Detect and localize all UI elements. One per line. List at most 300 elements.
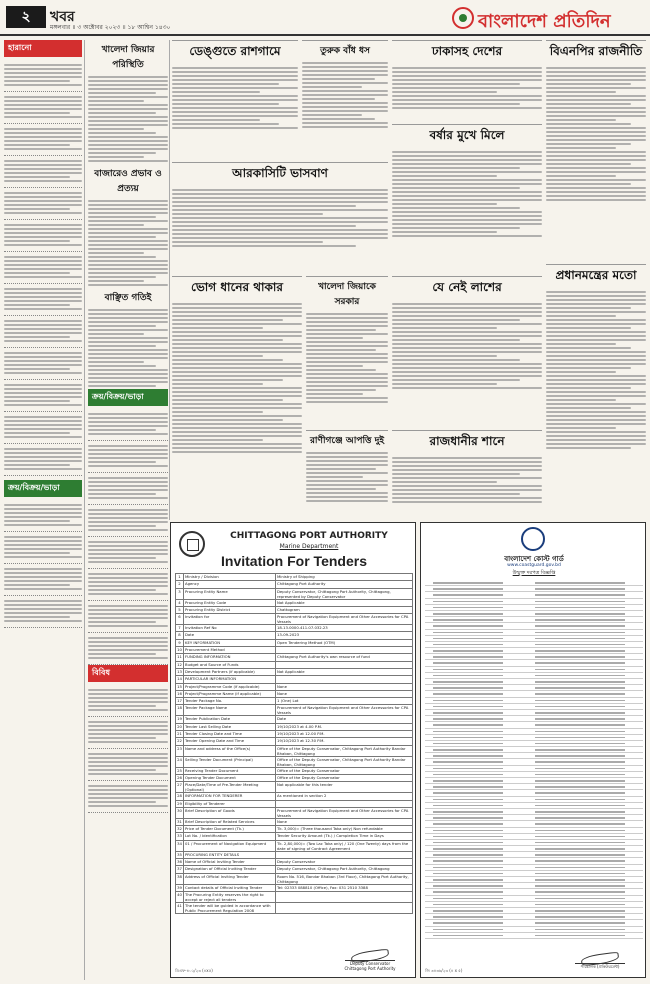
tender-cell: Not Applicable: [276, 599, 413, 606]
text-line: [546, 331, 646, 333]
text-line: [172, 439, 263, 441]
text-line: [172, 427, 302, 429]
tender-row: [176, 606, 413, 613]
dateline: মঙ্গলবার ॥ ৩ অক্টোবর ২০২৩ ॥ ১৮ আশ্বিন ১৪৩০: [50, 24, 171, 31]
tender-cell: Room No. 516, Bandar Bhaban (3rd Floor), Chittagong Port Authority, Chittagong: [276, 873, 413, 884]
text-line: [88, 88, 168, 90]
text-line: [546, 99, 646, 101]
tender-cell: None: [276, 683, 413, 690]
text-line: [306, 480, 388, 482]
text-line: [392, 231, 497, 233]
text-line: [306, 468, 376, 470]
text-line: [546, 391, 646, 393]
signature-icon: [575, 952, 625, 964]
text-line: [88, 317, 168, 319]
text-line: [4, 232, 82, 234]
text-line: [306, 393, 363, 395]
text-line: [88, 329, 168, 331]
text-line: [88, 557, 156, 559]
tender-cell: Address of Official Inviting Tender: [184, 873, 276, 884]
classified-item: [88, 685, 168, 717]
tender-row: [176, 800, 413, 807]
text-line: [172, 367, 302, 369]
text-line: [88, 605, 168, 607]
text-line: [392, 457, 542, 459]
tender-row: [176, 698, 413, 705]
text-line: [172, 123, 279, 125]
tender-cell: 5: [176, 606, 184, 613]
text-line: [172, 71, 298, 73]
text-line: [4, 72, 82, 74]
text-line: [392, 187, 520, 189]
text-line: [546, 375, 646, 377]
text-line: [88, 573, 168, 575]
tender-footer-code: ডিএফ-৪০২/২৩ (৪x৫): [175, 968, 213, 973]
text-line: [4, 468, 82, 470]
text-line: [546, 119, 616, 121]
text-line: [4, 392, 82, 394]
tender-cell: 35: [177, 851, 182, 857]
text-line: [306, 492, 388, 494]
tender-row: [176, 581, 413, 588]
tender-cell: Eligibility of Tenderer: [184, 800, 276, 807]
text-line: [4, 164, 82, 166]
tender-cell: 31: [177, 818, 182, 824]
tender-row: [176, 891, 413, 902]
text-line: [392, 99, 542, 101]
text-line: [306, 357, 388, 359]
text-line: [392, 303, 542, 305]
tender-cell: 6: [176, 614, 184, 625]
text-line: [4, 356, 82, 358]
tender-cell: PROCURING ENTITY DETAILS: [184, 851, 276, 858]
text-line: [4, 292, 82, 294]
tender-row: [176, 807, 413, 818]
text-line: [88, 753, 168, 755]
tender-cell: 24: [176, 756, 184, 767]
text-line: [88, 309, 168, 311]
text-line: [4, 288, 82, 290]
text-line: [88, 385, 156, 387]
section-name: খবর: [50, 9, 75, 25]
text-line: [172, 347, 302, 349]
text-line: [88, 425, 168, 427]
tender-cell: 26: [177, 774, 182, 780]
tender-cell: 21: [177, 731, 182, 737]
text-line: [172, 411, 263, 413]
text-line: [4, 128, 82, 130]
text-line: [172, 213, 323, 215]
text-line: [546, 431, 646, 433]
story-headline: রাজধানীর শানে: [429, 434, 505, 448]
text-line: [392, 351, 542, 353]
tender-cell: Brief Description of Related Services: [184, 818, 276, 825]
text-line: [88, 208, 168, 210]
text-line: [172, 447, 302, 449]
tender-row: [176, 625, 413, 632]
text-line: [172, 75, 298, 77]
text-line: [546, 347, 631, 349]
text-line: [4, 168, 82, 170]
tender-cell: 12: [177, 661, 182, 667]
text-line: [172, 431, 302, 433]
tender-cell: 25: [177, 767, 182, 773]
text-line: [172, 225, 356, 227]
text-line: [4, 268, 82, 270]
tender-cell: 27: [176, 782, 184, 793]
text-line: [392, 371, 542, 373]
tender-row: [176, 661, 413, 668]
classified-item: [4, 124, 82, 156]
text-line: [88, 333, 144, 335]
text-line: [172, 383, 263, 385]
tender-cell: 20: [177, 723, 182, 729]
classified-item: [88, 717, 168, 749]
tender-cell: Tender Security Amount (Tk.) / Completion Time in Days: [276, 833, 413, 840]
tender-row: [176, 840, 413, 851]
text-line: [88, 313, 168, 315]
classified-item: [88, 569, 168, 601]
text-line: [88, 581, 168, 583]
text-line: [88, 653, 156, 655]
text-line: [88, 421, 168, 423]
tender-row: [176, 632, 413, 639]
text-line: [172, 415, 302, 417]
text-line: [546, 131, 646, 133]
text-line: [172, 363, 302, 365]
text-line: [172, 331, 302, 333]
tender-cell: Deputy Conservator: [276, 859, 413, 866]
text-line: [392, 465, 542, 467]
text-line: [4, 536, 82, 538]
text-line: [4, 304, 70, 306]
text-line: [546, 87, 646, 89]
logo-text: বাংলাদেশ প্রতিদিন: [478, 11, 611, 32]
tender-row: [176, 614, 413, 625]
tender-cell: Tender Opening Date and Time: [184, 738, 276, 745]
classified-item: [4, 188, 82, 220]
tender-cell: PARTICULAR INFORMATION: [184, 676, 276, 683]
tender-row: [176, 574, 413, 581]
tender-cell: 11: [177, 654, 182, 660]
text-line: [4, 180, 82, 182]
text-line: [4, 244, 82, 246]
tender-cell: Procurement of Navigation Equipment and Other Accessories for CPA Vessels: [276, 614, 413, 625]
coastguard-footer-code: জি ৩৪৩৬/২৩ (৪ x ৫): [425, 968, 463, 973]
text-line: [172, 127, 298, 129]
tender-cell: 32: [177, 826, 182, 832]
text-line: [546, 95, 646, 97]
tender-row: [176, 639, 413, 646]
tender-row: [176, 676, 413, 683]
text-line: [392, 327, 497, 329]
text-line: [88, 657, 168, 659]
story-headline: খালেদা জিয়াকে সরকার: [318, 282, 376, 307]
tender-cell: 18: [176, 705, 184, 716]
text-line: [546, 163, 631, 165]
text-line: [546, 435, 646, 437]
text-line: [392, 343, 542, 345]
text-line: [88, 797, 168, 799]
text-line: [88, 737, 156, 739]
text-line: [88, 264, 168, 266]
text-line: [392, 485, 542, 487]
text-line: [392, 103, 520, 105]
text-line: [172, 67, 298, 69]
text-line: [88, 152, 156, 154]
text-line: [88, 248, 168, 250]
text-line: [88, 112, 156, 114]
text-line: [172, 107, 298, 109]
text-line: [4, 372, 82, 374]
tender-cell: Tender Package Name: [184, 705, 276, 716]
text-line: [306, 321, 388, 323]
text-line: [4, 360, 82, 362]
tender-cell: 37: [177, 866, 182, 872]
classified-item: [4, 348, 82, 380]
classifieds-head-buysell: ক্রয়/বিক্রয়/ভাড়া: [4, 480, 82, 497]
story-title-market: বাজারেও প্রভাব ও প্রত্যয়: [94, 169, 162, 194]
text-line: [392, 315, 542, 317]
text-line: [88, 577, 168, 579]
tender-cell: [276, 647, 413, 654]
text-line: [172, 407, 302, 409]
text-line: [392, 489, 542, 491]
text-line: [4, 540, 82, 542]
text-line: [392, 159, 542, 161]
classified-item: [4, 284, 82, 316]
text-line: [4, 240, 70, 242]
masthead: [0, 0, 650, 36]
tender-cell: Procurement Method: [184, 647, 276, 654]
text-line: [546, 383, 646, 385]
text-line: [172, 359, 283, 361]
text-line: [172, 189, 388, 191]
text-line: [306, 333, 388, 335]
classified-item: [4, 596, 82, 628]
text-line: [302, 78, 375, 80]
text-line: [306, 452, 388, 454]
classifieds-head-2: ক্রয়/বিক্রয়/ভাড়া: [88, 389, 168, 406]
tender-row: [176, 793, 413, 800]
coastguard-table: [425, 580, 643, 939]
text-line: [546, 307, 631, 309]
text-line: [4, 148, 82, 150]
tender-cell: Office of the Deputy Conservator, Chittagong Port Authority Bandar Bhaban, Chittagong: [276, 745, 413, 756]
tender-cell: Ministry of Shipping: [276, 574, 413, 581]
text-line: [392, 473, 520, 475]
story-headline: আরকাসিটি ভাসবাণ: [232, 166, 328, 180]
text-line: [88, 84, 168, 86]
classified-item: [88, 633, 168, 665]
tender-cell: Procuring Entity Code: [184, 599, 276, 606]
text-line: [4, 600, 82, 602]
text-line: [4, 576, 82, 578]
tender-cell: 18.13.0000.411.07.032.23: [276, 625, 413, 632]
tender-cell: Budget and Source of Funds: [184, 661, 276, 668]
story-paddy: [172, 276, 302, 518]
tender-cell: The tender will be guided in accordance with Public Procurement Regulation 2008: [184, 902, 276, 913]
text-line: [88, 453, 168, 455]
tender-cell: Project/Programme Code (if applicable): [184, 683, 276, 690]
text-line: [392, 235, 542, 237]
story-headline: বিএনপির রাজনীতি: [549, 44, 643, 58]
text-line: [546, 319, 646, 321]
column-two: [88, 40, 168, 980]
text-line: [4, 160, 82, 162]
text-line: [4, 428, 82, 430]
text-line: [392, 79, 542, 81]
text-line: [546, 71, 646, 73]
text-line: [306, 381, 388, 383]
text-line: [392, 355, 497, 357]
text-line: [546, 103, 631, 105]
text-line: [88, 272, 168, 274]
text-line: [392, 107, 542, 109]
classified-item: [4, 500, 82, 532]
text-line: [172, 103, 279, 105]
tender-cell: INFORMATION FOR TENDERER: [184, 793, 276, 800]
tender-cell: [276, 851, 413, 858]
text-line: [392, 211, 542, 213]
text-line: [172, 443, 302, 445]
text-line: [4, 80, 70, 82]
text-line: [302, 102, 388, 104]
tender-cell: Opening Tender Document: [184, 774, 276, 781]
text-line: [172, 355, 263, 357]
signatory-org: Chittagong Port Authority: [344, 966, 396, 971]
text-line: [306, 484, 388, 486]
text-line: [88, 489, 168, 491]
text-line: [392, 71, 542, 73]
tender-cell: 9: [176, 639, 184, 646]
tender-cell: 14: [177, 676, 182, 682]
text-line: [392, 477, 542, 479]
text-line: [392, 67, 542, 69]
page-number: ২: [6, 6, 46, 28]
text-line: [546, 379, 646, 381]
text-line: [172, 395, 302, 397]
text-line: [88, 92, 156, 94]
tender-cell: Designation of Official Inviting Tender: [184, 866, 276, 873]
text-line: [88, 160, 168, 162]
text-line: [4, 204, 82, 206]
text-line: [546, 303, 646, 305]
text-line: [392, 75, 542, 77]
text-line: [88, 721, 168, 723]
text-line: [88, 549, 168, 551]
text-line: [4, 556, 82, 558]
text-line: [546, 299, 646, 301]
text-line: [302, 110, 388, 112]
text-line: [4, 460, 82, 462]
text-line: [392, 363, 542, 365]
text-line: [88, 361, 144, 363]
text-line: [88, 381, 168, 383]
text-line: [88, 377, 168, 379]
text-line: [88, 765, 168, 767]
text-line: [4, 352, 82, 354]
text-line: [4, 140, 82, 142]
tender-cell: Contact details of Official Inviting Tender: [184, 884, 276, 891]
text-line: [88, 280, 144, 282]
tender-cell: Chattogram: [276, 606, 413, 613]
text-line: [88, 268, 168, 270]
text-line: [546, 75, 646, 77]
text-line: [4, 572, 82, 574]
story-headline: রাণীগঞ্জে আপত্তি দুই: [309, 436, 385, 446]
text-line: [88, 357, 168, 359]
text-line: [88, 120, 168, 122]
tender-title: Invitation For Tenders: [221, 553, 367, 569]
text-line: [4, 616, 70, 618]
story-capital: [392, 430, 542, 518]
text-line: [4, 64, 82, 66]
text-line: [392, 175, 497, 177]
classified-item: [88, 505, 168, 537]
newspaper-logo: [452, 3, 642, 33]
text-line: [4, 364, 82, 366]
classified-item: [88, 537, 168, 569]
tender-cell: Name of Official Inviting Tender: [184, 859, 276, 866]
tender-cell: The Procuring Entity reserves the right to accept or reject all tenders: [184, 891, 276, 902]
text-line: [546, 199, 646, 201]
text-line: [302, 98, 375, 100]
text-line: [88, 529, 168, 531]
text-line: [88, 517, 168, 519]
signatory-name: Deputy Conservator: [349, 961, 391, 966]
text-line: [306, 472, 388, 474]
text-line: [4, 208, 70, 210]
tender-row: [176, 738, 413, 745]
tender-row: [176, 873, 413, 884]
text-line: [88, 373, 168, 375]
text-line: [546, 395, 646, 397]
text-line: [88, 457, 168, 459]
tender-row: [176, 647, 413, 654]
tender-row: [176, 756, 413, 767]
story-headline: বর্ষার মুখে মিলে: [429, 128, 505, 142]
text-line: [392, 227, 520, 229]
text-line: [172, 375, 302, 377]
tender-cell: 22: [177, 738, 182, 744]
text-line: [392, 203, 497, 205]
tender-cell: 4: [176, 599, 184, 606]
text-line: [392, 359, 520, 361]
text-line: [392, 155, 542, 157]
classified-item: [88, 409, 168, 441]
text-line: [4, 580, 82, 582]
text-line: [546, 151, 646, 153]
text-line: [4, 112, 70, 114]
text-line: [392, 331, 542, 333]
classifieds-column: [4, 40, 82, 980]
text-line: [306, 349, 376, 351]
classified-item: [4, 564, 82, 596]
tender-row: [176, 818, 413, 825]
text-line: [88, 497, 168, 499]
text-line: [546, 79, 646, 81]
text-line: [4, 516, 82, 518]
text-line: [88, 104, 168, 106]
text-line: [88, 252, 144, 254]
text-line: [302, 114, 362, 116]
tender-cell: 15: [177, 683, 182, 689]
tender-cell: 10: [177, 647, 182, 653]
classified-item: [88, 749, 168, 781]
text-line: [4, 100, 82, 102]
text-line: [4, 200, 82, 202]
